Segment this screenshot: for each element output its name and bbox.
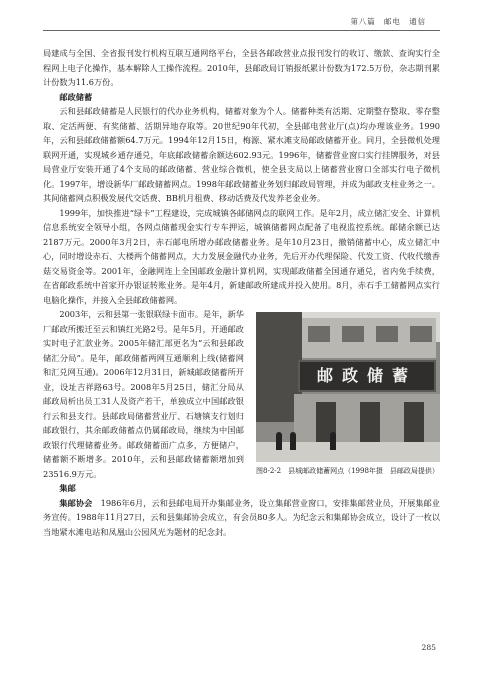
philately-association-label: 集邮协会 xyxy=(59,497,93,508)
intro-paragraph: 局建成与全国、全省报刊发行机构互联互通网络平台，全县各邮政营业点报刊发行的收订、缴款、查询实行全程网上电子化操作，基本解除人工操作流程。2010年，县邮政局订销报纸累计份数为172.5万份，杂志期刊累计份数为11.6万份。 xyxy=(43,48,440,87)
savings-paragraph-1: 云和县邮政储蓄是人民银行的代办业务机构，储蓄对象为个人。储蓄种类有活期、定期整存整取、零存整取、定活两便、有奖储蓄、活期异地存取等。20世纪90年代初，全县邮电营业厅(点)均办理该业务。1990年，云和县邮政储蓄额64.7万元。1994年12月15日，梅源、紧水滩支局邮政储蓄开业。同月，全县微机处理联网开通，实现城乡通存通兑，年底邮政储蓄余额达602.93元。1996年，储蓄营业窗口实行挂牌服务，对县局营业厅安装开通了4个支局的邮政储蓄、营业综合微机，使全县支局以上储蓄营业窗口全部实行电子微机化。1997年，增设新华厂邮政储蓄网点。1998年邮政储蓄业务划归邮政局管理，并成为邮政支柱业务之一。其间储蓄网点积极发展代交话费、BB机月租费、移动话费及代发养老金业务。 xyxy=(43,106,440,203)
savings-paragraph-2: 1999年，加快推进“绿卡”工程建设，完成城镇各邮储网点的联网工作。是年2月，成立储汇安全、计算机信息系统安全领导小组，各网点储蓄现金实行专车押运，城镇储蓄网点配备了电视监控系统。邮储余额已达2187万元。2000年3月2日，赤石邮电所增办邮政储蓄业务。是年10月23日，撤销储蓄中心，成立储汇中心，同时增设赤石、大楼两个储蓄网点，大力发展金融代办业务，先后开办代理保险、代发工资、代收代缴香菇交易资金等。2001年，金融网连上全国邮政金融计算机网，实现邮政储蓄全国通存通兑，省内免手续费，在省邮政系统中首家开办银证转账业务。是年4月，新建邮政所建成并投入使用。8月，赤石手工储蓄网点实行电脑化操作，并接入全县邮政储蓄网。 xyxy=(43,207,440,305)
page-body xyxy=(43,46,440,539)
post-office-photo xyxy=(256,312,440,462)
philately-text: 1986年6月，云和县邮电局开办集邮业务，设立集邮营业窗口，安排集邮营业员，开展集邮业务宣传。1988年11月27日，云和县集邮协会成立，有会员80多人。为纪念云和集邮协会成立，设计了一枚以当地紧水滩电站和凤凰山公园风光为题材的纪念封。 xyxy=(43,497,440,537)
section-heading-philately: 集邮 xyxy=(59,483,76,493)
page-number: 285 xyxy=(421,643,436,652)
philately-paragraph xyxy=(43,496,440,540)
figure-caption: 图8-2-2 县城邮政储蓄网点（1998年摄 县邮政局提供） xyxy=(256,467,439,475)
savings-paragraph-3: 2003年，云和县第一张银联绿卡面市。是年，新华厂邮政所搬迁至云和镇红光路2号。是年5月，开通邮政实时电子汇款业务。2005年储汇部更名为“云和县邮政储汇分局”。是年，邮政储蓄两网互通顺利上线(储蓄网和汇兑网互通)。2006年12月31日，新城邮政储蓄所开业，设址吉祥路63号。2008年5月25日，储汇分局从邮政局析出员工31人及资产若干，单独成立中国邮政银行云和县支行。县邮政局储蓄营业厅、石塘镇支行划归邮政银行，其余邮政储蓄点仍属邮政局，继续为中国邮政银行代理储蓄业务。邮政储蓄面广点多，方便储户，储蓄额不断增多。2010年，云和县邮政储蓄额增加到23516.9万元。 xyxy=(43,309,244,479)
savings-sign-text: 邮政储蓄 xyxy=(316,366,417,385)
header-rule xyxy=(43,30,440,31)
running-header: 第八篇 邮电 通信 xyxy=(350,17,426,26)
figure-post-office xyxy=(256,312,440,477)
section-heading-savings: 邮政储蓄 xyxy=(59,91,93,102)
savings-sign xyxy=(298,360,436,392)
